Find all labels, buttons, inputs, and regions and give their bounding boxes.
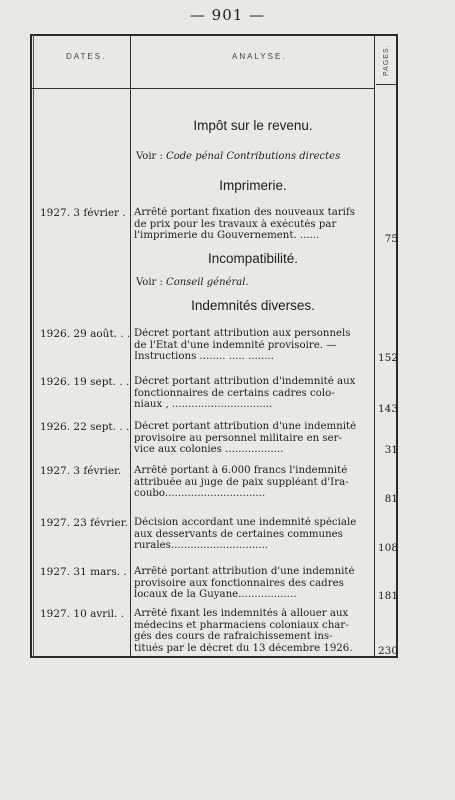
entry-page: 143 [377,403,398,415]
header-divider [32,88,375,89]
column-rule-dates [130,36,131,656]
entry-page: 81 [384,493,398,505]
entry-line: Arrêté portant fixation des nouveaux tarifs [134,207,355,218]
entry-line: l'imprimerie du Gouvernement. ...... [134,230,320,242]
entry-page: 152 [377,352,398,364]
entry-line: coubo............................... [134,488,266,500]
entry-date: 1927. 3 février. [40,465,122,477]
entry-analysis [134,421,372,456]
entry-line: médecins et pharmaciens coloniaux char- [134,619,349,631]
voir-refs: Conseil général. [166,277,249,288]
entry-line: Décret portant attribution d'une indemnité [134,421,357,432]
entry-analysis [134,566,372,601]
entry-line: Instructions ........ ..... ........ [134,351,275,363]
entry-line: fonctionnaires de certains cadres colo- [134,387,335,399]
entry-line: rurales.............................. [134,540,269,552]
column-rule-pages [374,36,375,656]
entry-analysis [134,608,372,654]
entry-analysis [134,376,372,411]
voir-refs: Code pénal Contributions directes [166,151,341,162]
entry-line: vice aux colonies .................. [134,444,284,456]
entry-line: aux desservants de certaines communes [134,528,343,540]
entry-date: 1926. 29 août. . . [40,328,131,340]
entry-date: 1927. 23 février. [40,517,128,529]
entry-line: provisoire aux fonctionnaires des cadres [134,577,344,589]
inner-border [33,34,34,658]
entry-analysis [134,207,372,242]
entry-page: 31 [384,444,398,456]
section-title: Imprimerie. [219,178,287,193]
entry-date: 1926. 22 sept. . . [40,421,130,433]
entry-line: Décret portant attribution aux personnels [134,328,351,339]
entry-analysis [134,517,372,552]
entry-line: titués par le décret du 13 décembre 1926. [134,642,353,654]
entry-date: 1927. 10 avril. . [40,608,125,620]
entry-date: 1926. 19 sept. . . [40,376,130,388]
entry-line: Décision accordant une indemnité spéciale [134,517,357,528]
entry-page: 230 [377,645,398,657]
voir-reference [136,277,249,288]
entry-line: gés des cours de rafraichissement ins- [134,631,333,643]
voir-prefix: Voir : [136,277,163,288]
entry-line: niaux , ............................... [134,399,273,411]
header-pages: PAGES. [383,44,390,76]
header-dates: DATES. [66,52,107,61]
section-title: Impôt sur le revenu. [193,118,313,133]
entry-analysis [134,465,372,500]
header-divider-pages [376,84,397,85]
entry-analysis [134,328,372,363]
entry-line: de prix pour les travaux à exécutés par [134,218,337,230]
entry-line: locaux de la Guyane.................. [134,589,297,601]
header-analyse: ANALYSE. [232,52,287,61]
voir-prefix: Voir : [136,151,163,162]
entry-page: 181 [377,590,398,602]
entry-line: Arrêté portant attribution d'une indemnité [134,566,355,577]
entry-line: provisoire au personnel militaire en ser- [134,432,342,444]
entry-line: Décret portant attribution d'indemnité aux [134,376,356,387]
page-number: — 901 — [189,6,266,24]
entry-date: 1927. 31 mars. . [40,566,127,578]
entry-date: 1927. 3 février . [40,207,126,219]
entry-line: attribuée au juge de paix suppléant d'Ira- [134,476,349,488]
entry-page: 75 [384,233,398,245]
section-title: Incompatibilité. [207,251,299,266]
section-title: Indemnités diverses. [191,298,315,313]
entry-line: Arrêté portant à 6.000 francs l'indemnité [134,465,348,476]
voir-reference [136,151,340,162]
entry-page: 108 [377,542,398,554]
entry-line: Arrêté fixant les indemnités à allouer aux [134,608,349,619]
entry-line: de l'État d'une indemnité provisoire. — [134,339,337,351]
